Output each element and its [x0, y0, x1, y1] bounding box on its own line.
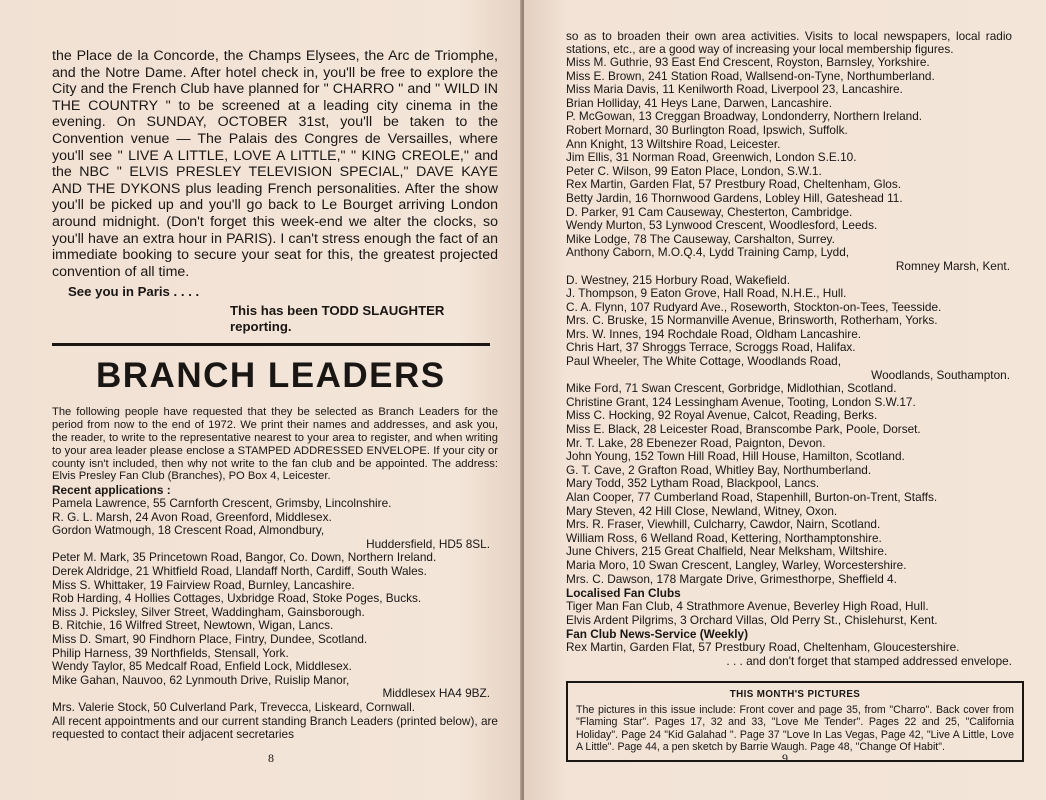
list-item: Miss S. Whittaker, 19 Fairview Road, Burnley, Lancashire.: [52, 577, 355, 592]
list-item: Elvis Ardent Pilgrims, 3 Orchard Villas, Old Perry St., Chislehurst, Kent.: [566, 612, 938, 627]
list-item: G. T. Cave, 2 Grafton Road, Whitley Bay, Northumberland.: [566, 462, 872, 477]
list-item: Romney Marsh, Kent.: [895, 258, 1010, 273]
list-item: Peter C. Wilson, 99 Eaton Place, London, S.W.1.: [566, 163, 822, 178]
news-service-label: Fan Club News-Service (Weekly): [566, 627, 749, 642]
list-item: C. A. Flynn, 107 Rudyard Ave., Roseworth, Stockton-on-Tees, Teesside.: [566, 299, 942, 314]
list-item: Mike Gahan, Nauvoo, 62 Lynmouth Drive, Ruislip Manor,: [52, 672, 350, 687]
list-item: Miss E. Brown, 241 Station Road, Wallsend-on-Tyne, Northumberland.: [566, 68, 935, 83]
list-item: Gordon Watmough, 18 Crescent Road, Almondbury,: [52, 523, 325, 538]
news-service-list: [566, 641, 1012, 655]
list-item: Mary Steven, 42 Hill Close, Newland, Witney, Oxon.: [566, 503, 838, 518]
reporter-credit: This has been TODD SLAUGHTER reporting.: [230, 303, 445, 335]
list-item: John Young, 152 Town Hill Road, Hill House, Hamilton, Scotland.: [566, 449, 905, 464]
list-item: B. Ritchie, 16 Wilfred Street, Newtown, Wigan, Lancs.: [52, 618, 334, 633]
recent-applications-list: [52, 497, 498, 715]
list-item: Miss Maria Davis, 11 Kenilworth Road, Liverpool 23, Lancashire.: [566, 82, 903, 97]
branch-intro: [52, 406, 498, 483]
list-item: D. Westney, 215 Horbury Road, Wakefield.: [566, 272, 791, 287]
continued-text: so as to broaden their own area activities. Visits to local newspapers, local radio stations, etc., are a good way of increasing your local membership figures.: [566, 29, 1012, 56]
page-number: 8: [268, 751, 274, 765]
list-item: Miss C. Hocking, 92 Royal Avenue, Calcot, Reading, Berks.: [566, 408, 878, 423]
list-item: P. McGowan, 13 Creggan Broadway, Londonderry, Northern Ireland.: [566, 109, 923, 124]
section-divider: [52, 343, 490, 346]
list-item: Mrs. R. Fraser, Viewhill, Culcharry, Cawdor, Nairn, Scotland.: [566, 517, 881, 532]
pictures-credit-box: [566, 681, 1024, 762]
list-item: June Chivers, 215 Great Chalfield, Near Melksham, Wiltshire.: [566, 544, 888, 559]
list-item: Miss E. Black, 28 Leicester Road, Branscombe Park, Poole, Dorset.: [566, 422, 921, 437]
box-title: THIS MONTH'S PICTURES: [729, 688, 861, 700]
list-item: J. Thompson, 9 Eaton Grove, Hall Road, N.H.E., Hull.: [566, 286, 847, 301]
closing-text: All recent appointments and our current standing Branch Leaders (printed below), are requested to contact their adjacent secretaries: [52, 713, 498, 742]
list-item: Peter M. Mark, 35 Princetown Road, Bangor, Co. Down, Northern Ireland.: [52, 550, 437, 565]
page-number: 9: [782, 751, 788, 765]
article-text: the Place de la Concorde, the Champs Elysees, the Arc de Triomphe, and the Notre Dame. After hotel check in, you'll be free to explore the City and the French Club have planned for " CHARRO " and " WILD IN THE COUNTRY " to be screened at a leading city cinema in the evening. On SUNDAY, OCTOBER 31st, you'll be taken to the Convention venue — The Palais des Congres de Versailles, where you'll see " LIVE A LITTLE, LOVE A LITTLE," " KING CREOLE," and the NBC " ELVIS PRESLEY TELEVISION SPECIAL," DAVE KAYE AND THE DYKONS plus leading French personalities. After the show you'll be picked up and you'll go back to Le Bourget arriving London around midnight. (Don't forget this week-end we alter the clocks, so you'll have an extra hour in PARIS). I can't stress enough the fact of an immediate booking to secure your seat for this, the greatest projected convention of all time.: [52, 48, 498, 280]
list-item: Ann Knight, 13 Wiltshire Road, Leicester.: [566, 136, 781, 151]
list-item: Wendy Murton, 53 Lynwood Crescent, Woodlesford, Leeds.: [566, 218, 878, 233]
right-page: [524, 0, 1046, 800]
list-item: Anthony Caborn, M.O.Q.4, Lydd Training Camp, Lydd,: [566, 245, 850, 260]
list-item: Rob Harding, 4 Hollies Cottages, Uxbridge Road, Stoke Poges, Bucks.: [52, 591, 422, 606]
list-item: D. Parker, 91 Cam Causeway, Chesterton, Cambridge.: [566, 204, 853, 219]
list-item: R. G. L. Marsh, 24 Avon Road, Greenford, Middlesex.: [52, 509, 332, 524]
list-item: Mike Lodge, 78 The Causeway, Carshalton, Surrey.: [566, 231, 835, 246]
localised-fan-clubs-list: [566, 600, 1012, 627]
signoff: See you in Paris . . . .: [68, 284, 200, 300]
list-item: Mrs. W. Innes, 194 Rochdale Road, Oldham Lancashire.: [566, 326, 862, 341]
list-item: Middlesex HA4 9BZ.: [382, 686, 490, 701]
list-item: Miss D. Smart, 90 Findhorn Place, Fintry, Dundee, Scotland.: [52, 632, 368, 647]
list-item: Woodlands, Southampton.: [871, 367, 1010, 382]
branch-intro-text: The following people have requested that they be selected as Branch Leaders for the period from now to the end of 1972. We print their names and addresses, and ask you, the reader, to write to the representative nearest to your area to register, and when writing to your area leader please enclose a STAMPED ADDRESSED ENVELOPE. If your city or county isn't included, then why not write to the fan club and be appointed. The address: Elvis Presley Fan Club (Branches), PO Box 4, Leicester.: [52, 406, 498, 483]
list-item: Robert Mornard, 30 Burlington Road, Ipswich, Suffolk.: [566, 122, 848, 137]
list-item: Mary Todd, 352 Lytham Road, Blackpool, Lancs.: [566, 476, 820, 491]
list-item: Miss J. Picksley, Silver Street, Waddingham, Gainsborough.: [52, 604, 365, 619]
list-item: Miss M. Guthrie, 93 East End Crescent, Royston, Barnsley, Yorkshire.: [566, 55, 930, 69]
list-item: Pamela Lawrence, 55 Carnforth Crescent, Grimsby, Lincolnshire.: [52, 496, 392, 511]
paris-article: [52, 48, 498, 335]
left-page: [0, 0, 522, 800]
list-item: Wendy Taylor, 85 Medcalf Road, Enfield Lock, Middlesex.: [52, 659, 352, 674]
list-item: Jim Ellis, 31 Norman Road, Greenwich, London S.E.10.: [566, 150, 857, 165]
list-item: Paul Wheeler, The White Cottage, Woodlands Road,: [566, 354, 841, 369]
recent-applications-label: Recent applications :: [52, 483, 171, 498]
list-item: Huddersfield, HD5 8SL.: [366, 536, 490, 551]
list-item: Mike Ford, 71 Swan Crescent, Gorbridge, Midlothian, Scotland.: [566, 381, 897, 396]
localised-fan-clubs-label: Localised Fan Clubs: [566, 586, 681, 601]
section-heading: BRANCH LEADERS: [96, 356, 446, 396]
list-item: Philip Harness, 39 Northfields, Stensall, York.: [52, 645, 289, 660]
list-item: Chris Hart, 37 Shroggs Terrace, Scroggs Road, Halifax.: [566, 340, 856, 355]
list-item: Rex Martin, Garden Flat, 57 Prestbury Road, Cheltenham, Glos.: [566, 177, 902, 192]
list-item: Betty Jardin, 16 Thornwood Gardens, Lobley Hill, Gateshead 11.: [566, 190, 903, 205]
branch-leaders-list: [566, 56, 1012, 586]
list-item: Mr. T. Lake, 28 Ebenezer Road, Paignton, Devon.: [566, 435, 826, 450]
list-item: Mrs. C. Dawson, 178 Margate Drive, Grimesthorpe, Sheffield 4.: [566, 571, 897, 586]
list-item: Brian Holliday, 41 Heys Lane, Darwen, Lancashire.: [566, 95, 833, 110]
list-item: Christine Grant, 124 Lessingham Avenue, Tooting, London S.W.17.: [566, 394, 916, 409]
list-item: Tiger Man Fan Club, 4 Strathmore Avenue, Beverley High Road, Hull.: [566, 599, 929, 614]
list-item: William Ross, 6 Welland Road, Kettering, Northamptonshire.: [566, 530, 882, 545]
box-text: The pictures in this issue include: Front cover and page 35, from "Charro". Back cover from "Flaming Star". Pages 17, 32 and 33, "Love Me Tender". Pages 22 and 25, "California Holiday". Page 24 "Kid Galahad ". Page 37 "Love In Las Vegas, Page 42, "Live A Little, Love A Little". Page 44, a pen sketch by Barrie Waugh. Page 48, "Change Of Habit".: [576, 703, 1014, 754]
envelope-reminder: . . . and don't forget that stamped addressed envelope.: [726, 653, 1012, 668]
list-item: Rex Martin, Garden Flat, 57 Prestbury Road, Cheltenham, Gloucestershire.: [566, 640, 960, 655]
list-item: Mrs. Valerie Stock, 50 Culverland Park, Trevecca, Liskeard, Cornwall.: [52, 700, 416, 714]
list-item: Maria Moro, 10 Swan Crescent, Langley, Warley, Worcestershire.: [566, 557, 907, 572]
list-item: Alan Cooper, 77 Cumberland Road, Stapenhill, Burton-on-Trent, Staffs.: [566, 490, 938, 504]
list-item: Derek Aldridge, 21 Whitfield Road, Llandaff North, Cardiff, South Wales.: [52, 564, 427, 579]
list-item: Mrs. C. Bruske, 15 Normanville Avenue, Brinsworth, Rotherham, Yorks.: [566, 313, 938, 328]
